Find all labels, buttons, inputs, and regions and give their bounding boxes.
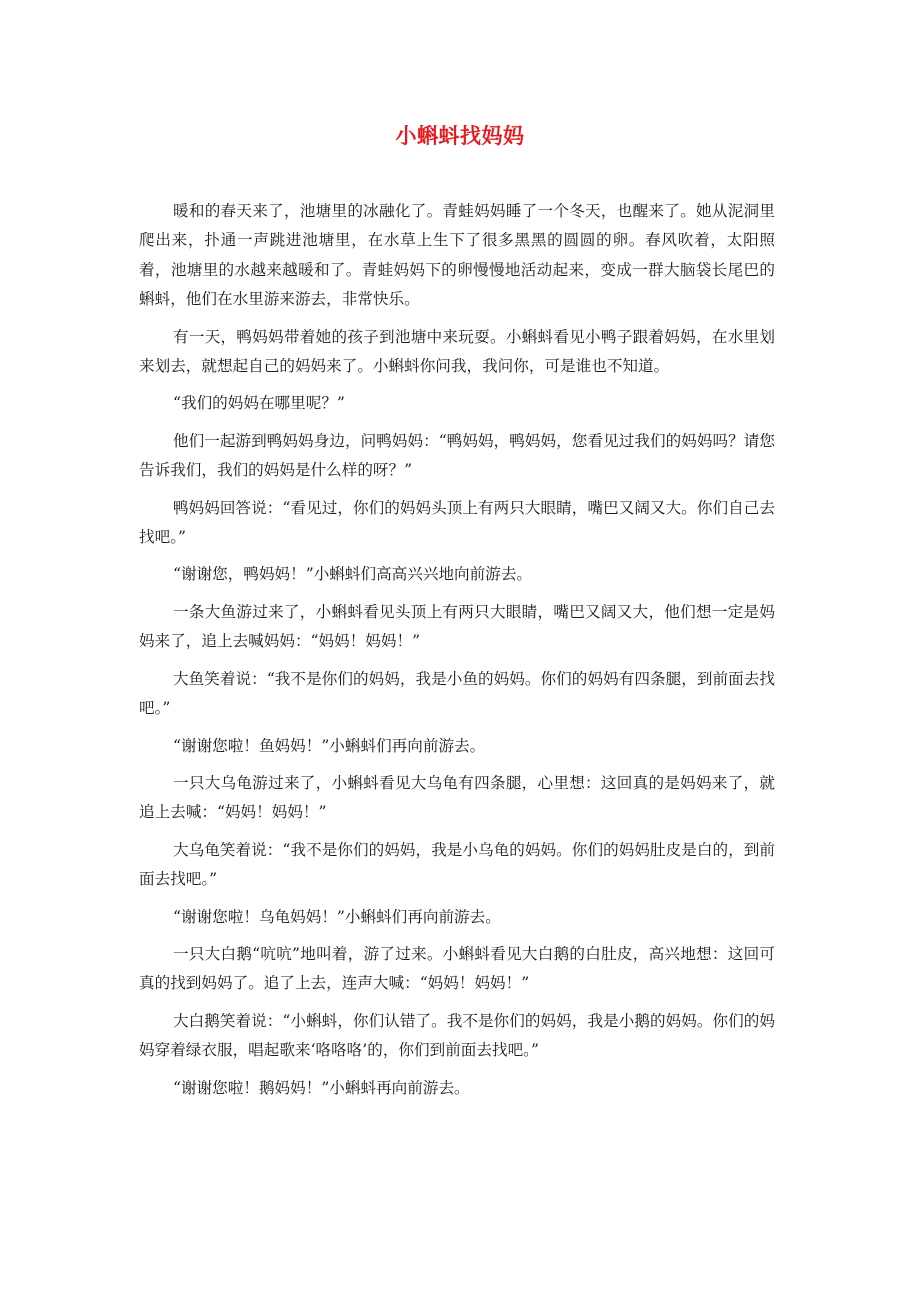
paragraph: 大白鹅笑着说：“小蝌蚪，你们认错了。我不是你们的妈妈，我是小鹅的妈妈。你们的妈妈穿着绿衣服，唱起歌来‘咯咯咯’的，你们到前面去找吧。” — [139, 1011, 775, 1060]
paragraph: “谢谢您啦！鱼妈妈！”小蝌蚪们再向前游去。 — [173, 736, 486, 755]
paragraph: 大鱼笑着说：“我不是你们的妈妈，我是小鱼的妈妈。你们的妈妈有四条腿，到前面去找吧。” — [139, 669, 775, 718]
paragraph: 一只大白鹅“吭吭”地叫着，游了过来。小蝌蚪看见大白鹅的白肚皮，高兴地想：这回可真的找到妈妈了。追了上去，连声大喊：“妈妈！妈妈！” — [139, 944, 775, 993]
paragraph: 一条大鱼游过来了，小蝌蚪看见头顶上有两只大眼睛，嘴巴又阔又大，他们想一定是妈妈来了，追上去喊妈妈：“妈妈！妈妈！” — [139, 602, 775, 651]
paragraph: 鸭妈妈回答说：“看见过，你们的妈妈头顶上有两只大眼睛，嘴巴又阔又大。你们自己去找吧。” — [139, 498, 775, 547]
document-title: 小蝌蚪找妈妈 — [395, 124, 525, 148]
paragraph: 一只大乌龟游过来了，小蝌蚪看见大乌龟有四条腿，心里想：这回真的是妈妈来了，就追上去喊：“妈妈！妈妈！” — [139, 773, 775, 822]
paragraph: 暖和的春天来了，池塘里的冰融化了。青蛙妈妈睡了一个冬天，也醒来了。她从泥洞里爬出来，扑通一声跳进池塘里，在水草上生下了很多黑黑的圆圆的卵。春风吹着，太阳照着，池塘里的水越来越暖和了。青蛙妈妈下的卵慢慢地活动起来，变成一群大脑袋长尾巴的蝌蚪，他们在水里游来游去，非常快乐。 — [139, 202, 775, 309]
paragraph: 大乌龟笑着说：“我不是你们的妈妈，我是小乌龟的妈妈。你们的妈妈肚皮是白的，到前面去找吧。” — [139, 840, 775, 889]
paragraph: “谢谢您，鸭妈妈！”小蝌蚪们高高兴兴地向前游去。 — [173, 565, 533, 584]
paragraph: “谢谢您啦！乌龟妈妈！”小蝌蚪们再向前游去。 — [173, 907, 501, 926]
paragraph: “谢谢您啦！鹅妈妈！”小蝌蚪再向前游去。 — [173, 1078, 470, 1097]
document-body — [139, 197, 775, 1111]
paragraph: “我们的妈妈在哪里呢？” — [173, 394, 345, 413]
paragraph: 有一天，鸭妈妈带着她的孩子到池塘中来玩耍。小蝌蚪看见小鸭子跟着妈妈，在水里划来划去，就想起自己的妈妈来了。小蝌蚪你问我，我问你，可是谁也不知道。 — [139, 327, 775, 376]
paragraph: 他们一起游到鸭妈妈身边，问鸭妈妈：“鸭妈妈，鸭妈妈，您看见过我们的妈妈吗？请您告诉我们，我们的妈妈是什么样的呀？” — [139, 431, 775, 480]
